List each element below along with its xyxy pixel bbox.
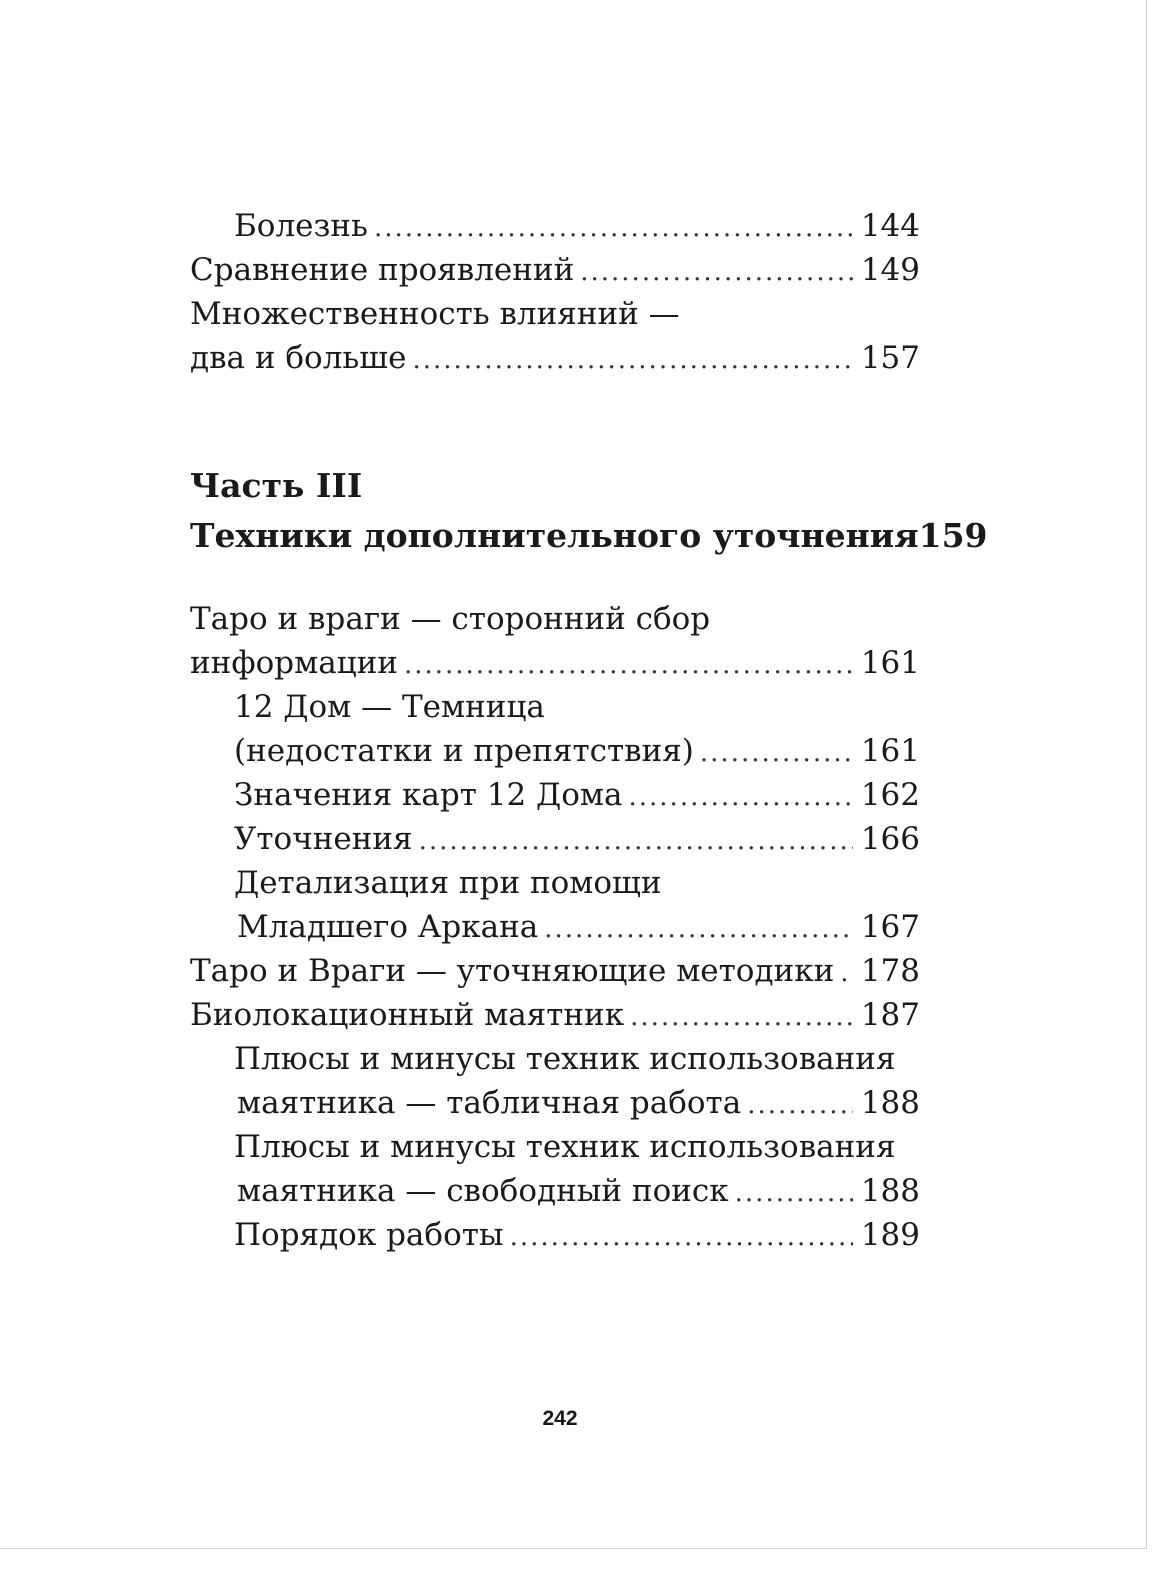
toc-entry [190, 1213, 920, 1257]
toc-entry [190, 248, 920, 292]
toc-entry-page: 166 [860, 821, 920, 857]
toc-leader-dots [700, 731, 853, 775]
toc-leader-dots [735, 1171, 853, 1215]
toc-top-block [190, 204, 920, 380]
toc-entry-page: 187 [860, 997, 920, 1033]
toc-entry-title: Болезнь [234, 208, 368, 244]
toc-leader-dots [419, 819, 853, 863]
toc-leader-dots [412, 338, 852, 382]
toc-entry-continued [190, 685, 920, 729]
toc-entry-page: 178 [860, 953, 920, 989]
toc-entry-title: Детализация при помощи [234, 865, 662, 901]
toc-entry-continued [190, 861, 920, 905]
toc-leader-dots [840, 951, 853, 995]
toc-entry-title: маятника — табличная работа [237, 1085, 742, 1121]
toc-entry-page: 167 [860, 909, 920, 945]
part-title-line [190, 511, 988, 561]
toc-entry-page: 162 [860, 777, 920, 813]
part-page: 159 [918, 516, 988, 555]
page-number: 242 [542, 1407, 578, 1430]
toc-entry-title: Значения карт 12 Дома [234, 777, 623, 813]
toc-entry-page: 188 [860, 1085, 920, 1121]
toc-entry-page: 144 [860, 208, 920, 244]
toc-leader-dots [544, 907, 853, 951]
part-label: Часть III [190, 466, 363, 505]
toc-entry-page: 157 [860, 340, 920, 376]
toc-entry [190, 729, 920, 773]
toc-entry-title: Биолокационный маятник [190, 997, 625, 1033]
toc-entry-title: Плюсы и минусы техник использования [234, 1041, 896, 1077]
toc-entry-continued [190, 1125, 920, 1169]
toc-entry-page: 161 [860, 733, 920, 769]
toc-entry-title: Множественность влияний — [190, 296, 680, 332]
toc-entry-title: Младшего Аркана [237, 909, 539, 945]
toc-entry-page: 149 [860, 252, 920, 288]
toc-entry [190, 949, 920, 993]
toc-leader-dots [630, 995, 853, 1039]
toc-leader-dots [374, 206, 853, 250]
toc-entry-title: Сравнение проявлений [190, 252, 575, 288]
toc-entry-continued [190, 1037, 920, 1081]
toc-entry [190, 1169, 920, 1213]
toc-entry [190, 993, 920, 1037]
toc-entry [190, 905, 920, 949]
toc-entry-title: информации [190, 645, 398, 681]
toc-entry-title: Плюсы и минусы техник использования [234, 1129, 896, 1165]
toc-leader-dots [510, 1215, 853, 1259]
toc-entry [190, 336, 920, 380]
toc-leader-dots [747, 1083, 853, 1127]
toc-leader-dots [629, 775, 853, 819]
toc-entry-title: два и больше [190, 340, 407, 376]
toc-leader-dots [580, 250, 853, 294]
toc-entry-page: 188 [860, 1173, 920, 1209]
toc-entry-continued [190, 292, 920, 336]
toc-entry [190, 204, 920, 248]
part-title: Техники дополнительного уточнения [190, 516, 919, 555]
toc-entry [190, 641, 920, 685]
toc-entry-title: Таро и враги — сторонний сбор [190, 601, 711, 637]
toc-entry-continued [190, 597, 920, 641]
toc-entry [190, 773, 920, 817]
toc-entry-title: маятника — свободный поиск [237, 1173, 729, 1209]
toc-entry-title: Порядок работы [234, 1217, 504, 1253]
toc-bottom-block [190, 597, 920, 1257]
toc-entry-page: 161 [860, 645, 920, 681]
toc-entry [190, 817, 920, 861]
toc-entry-title: 12 Дом — Темница [234, 689, 545, 725]
toc-entry-title: (недостатки и препятствия) [234, 733, 694, 769]
toc-entry-page: 189 [860, 1217, 920, 1253]
toc-entry-title: Уточнения [234, 821, 413, 857]
toc-entry-title: Таро и Враги — уточняющие методики [190, 953, 835, 989]
part-heading-block [190, 461, 988, 561]
toc-entry [190, 1081, 920, 1125]
toc-leader-dots [404, 643, 853, 687]
